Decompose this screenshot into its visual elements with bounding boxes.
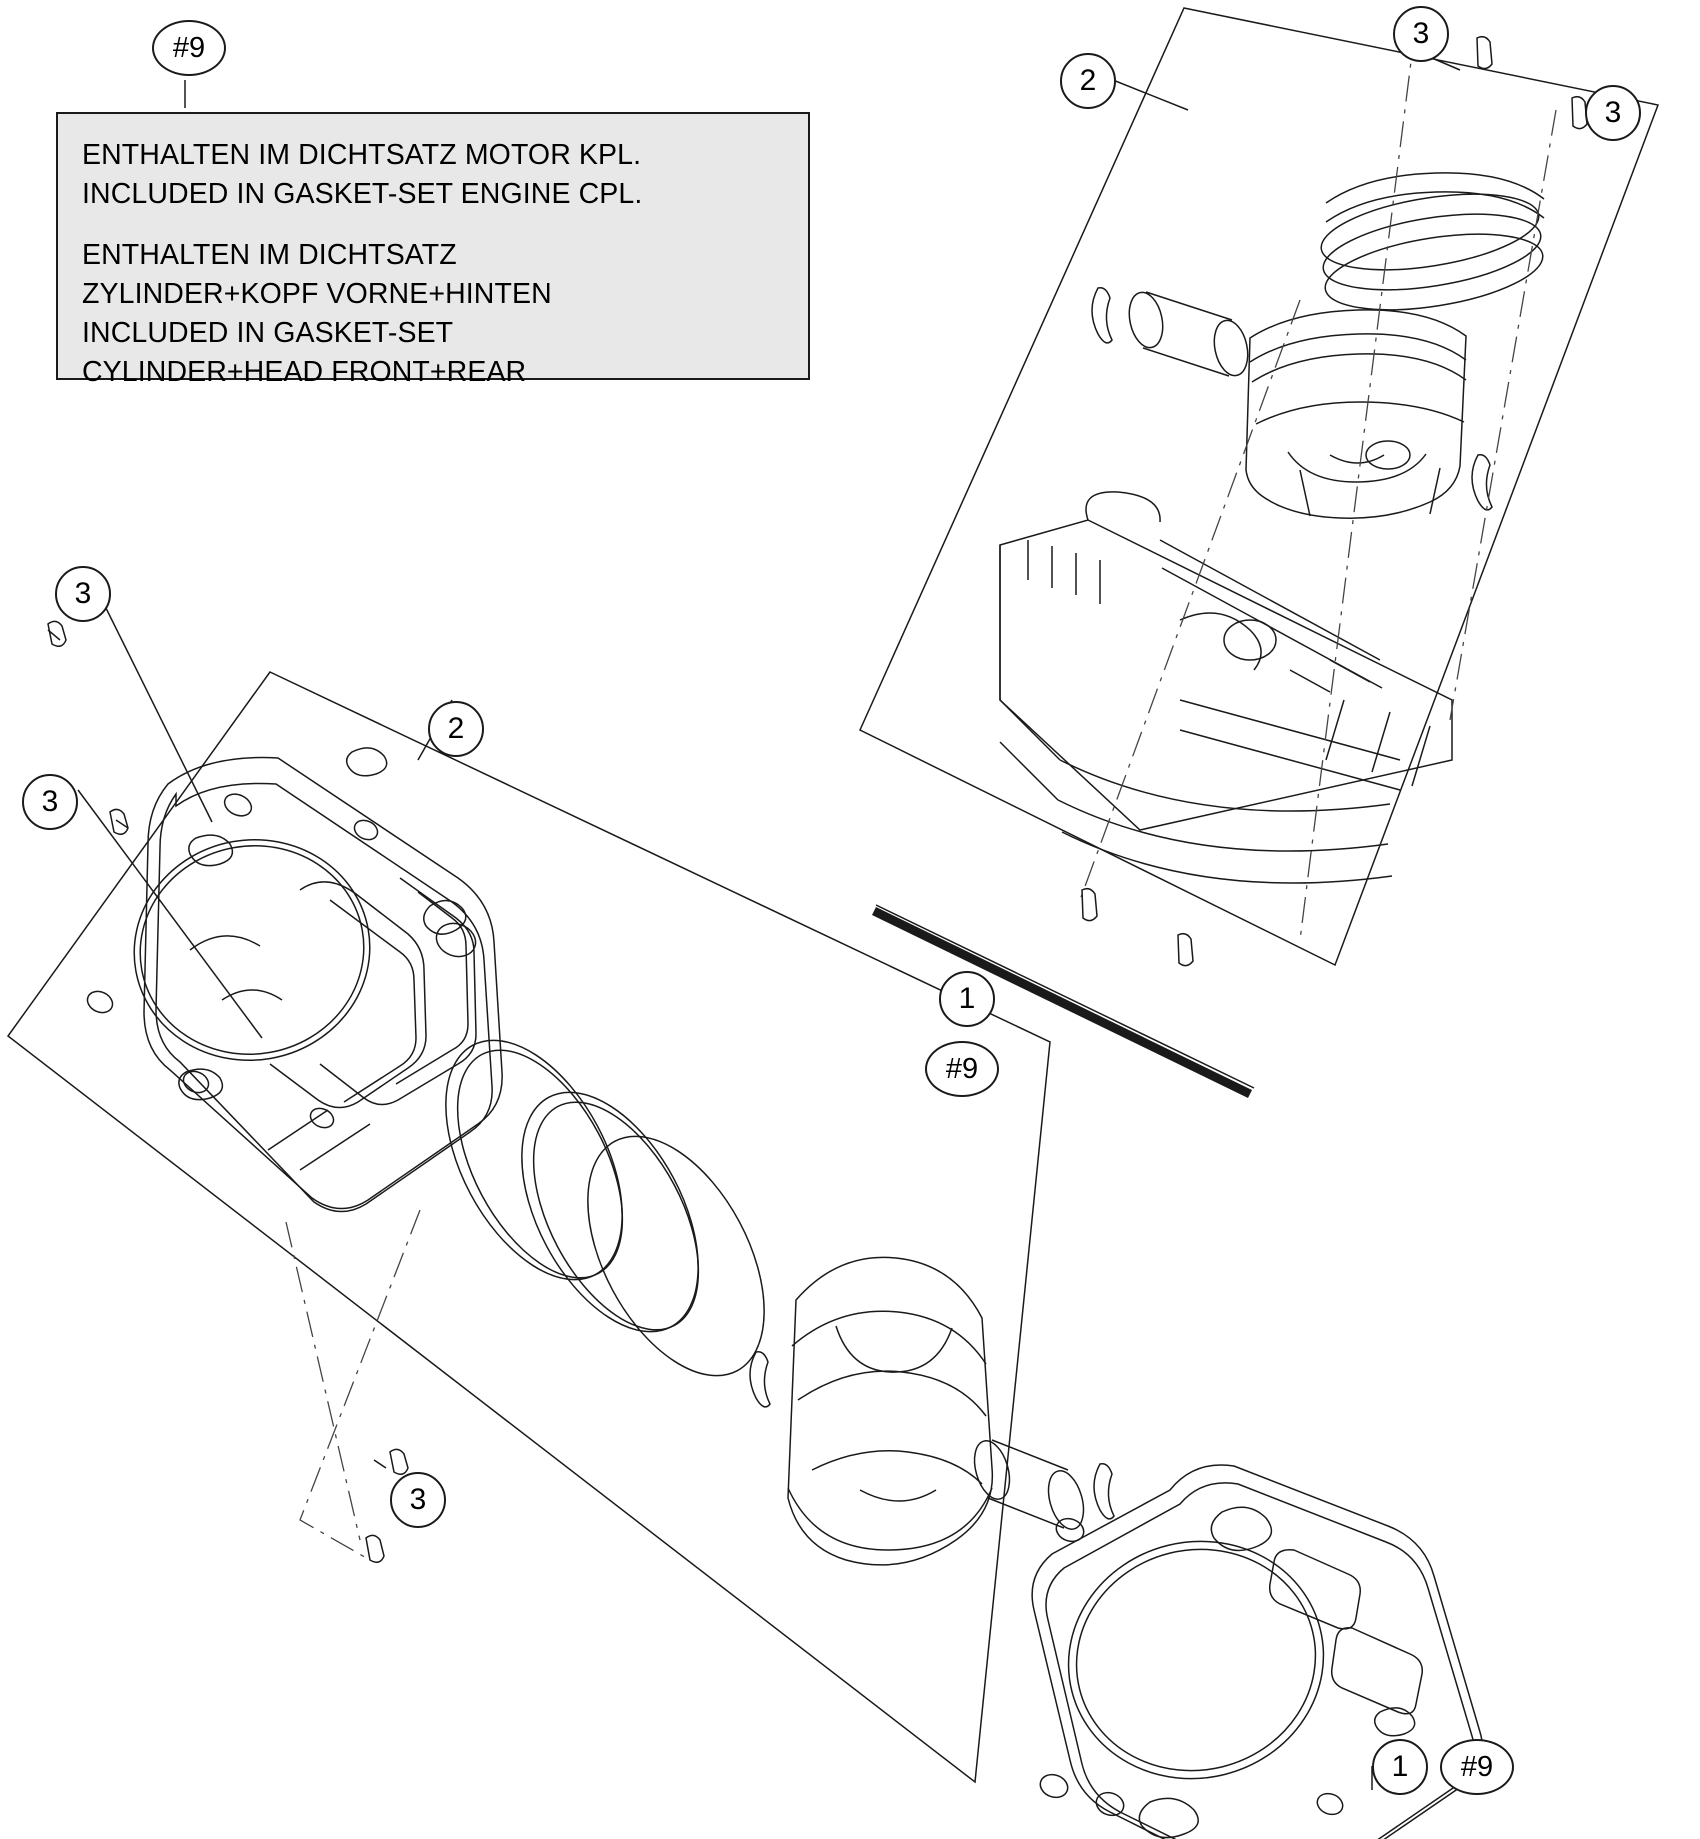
locating-pin-parts bbox=[48, 621, 408, 1562]
rear-axis-lines bbox=[1080, 30, 1556, 940]
front-piston-rings bbox=[409, 1011, 800, 1404]
note-line-6: CYLINDER+HEAD FRONT+REAR bbox=[82, 356, 527, 388]
callout-note-tag[interactable]: #9 bbox=[152, 20, 226, 76]
callout-gasket-tag-center[interactable]: #9 bbox=[925, 1041, 999, 1097]
callout-gasket-tag-bottom[interactable]: #9 bbox=[1440, 1739, 1514, 1795]
rear-circlip-right bbox=[1472, 455, 1492, 510]
note-spacer bbox=[82, 214, 784, 236]
front-assembly-frame bbox=[8, 672, 1050, 1782]
callout-rear-ring-3b[interactable]: 3 bbox=[1585, 85, 1641, 141]
note-line-4: ZYLINDER+KOPF VORNE+HINTEN bbox=[82, 278, 552, 310]
note-line-3: ENTHALTEN IM DICHTSATZ bbox=[82, 239, 457, 271]
callout-front-pin-3a[interactable]: 3 bbox=[55, 566, 111, 622]
callout-front-assembly-2[interactable]: 2 bbox=[428, 701, 484, 757]
callout-rear-ring-3a[interactable]: 3 bbox=[1393, 6, 1449, 62]
rear-piston-rings bbox=[1316, 173, 1548, 323]
callout-front-pin-3c[interactable]: 3 bbox=[390, 1472, 446, 1528]
note-line-1: ENTHALTEN IM DICHTSATZ MOTOR KPL. bbox=[82, 139, 642, 171]
rear-assembly-frame bbox=[860, 8, 1658, 965]
note-box bbox=[56, 112, 810, 388]
rear-cylinder-block bbox=[1000, 492, 1452, 883]
rear-piston bbox=[1246, 310, 1466, 518]
callout-front-pin-3b[interactable]: 3 bbox=[22, 774, 78, 830]
callout-rear-assembly-2[interactable]: 2 bbox=[1060, 53, 1116, 109]
note-line-2: INCLUDED IN GASKET-SET ENGINE CPL. bbox=[82, 178, 643, 210]
rear-circlip-left bbox=[1092, 288, 1112, 343]
note-line-5: INCLUDED IN GASKET-SET bbox=[82, 317, 454, 349]
front-cylinder-block bbox=[84, 748, 502, 1212]
front-circlips bbox=[750, 1352, 1114, 1519]
rear-wrist-pin bbox=[1125, 289, 1253, 378]
front-piston bbox=[788, 1257, 992, 1565]
callout-gasket-1-bottom[interactable]: 1 bbox=[1372, 1739, 1428, 1795]
callout-gasket-1-center[interactable]: 1 bbox=[939, 971, 995, 1027]
